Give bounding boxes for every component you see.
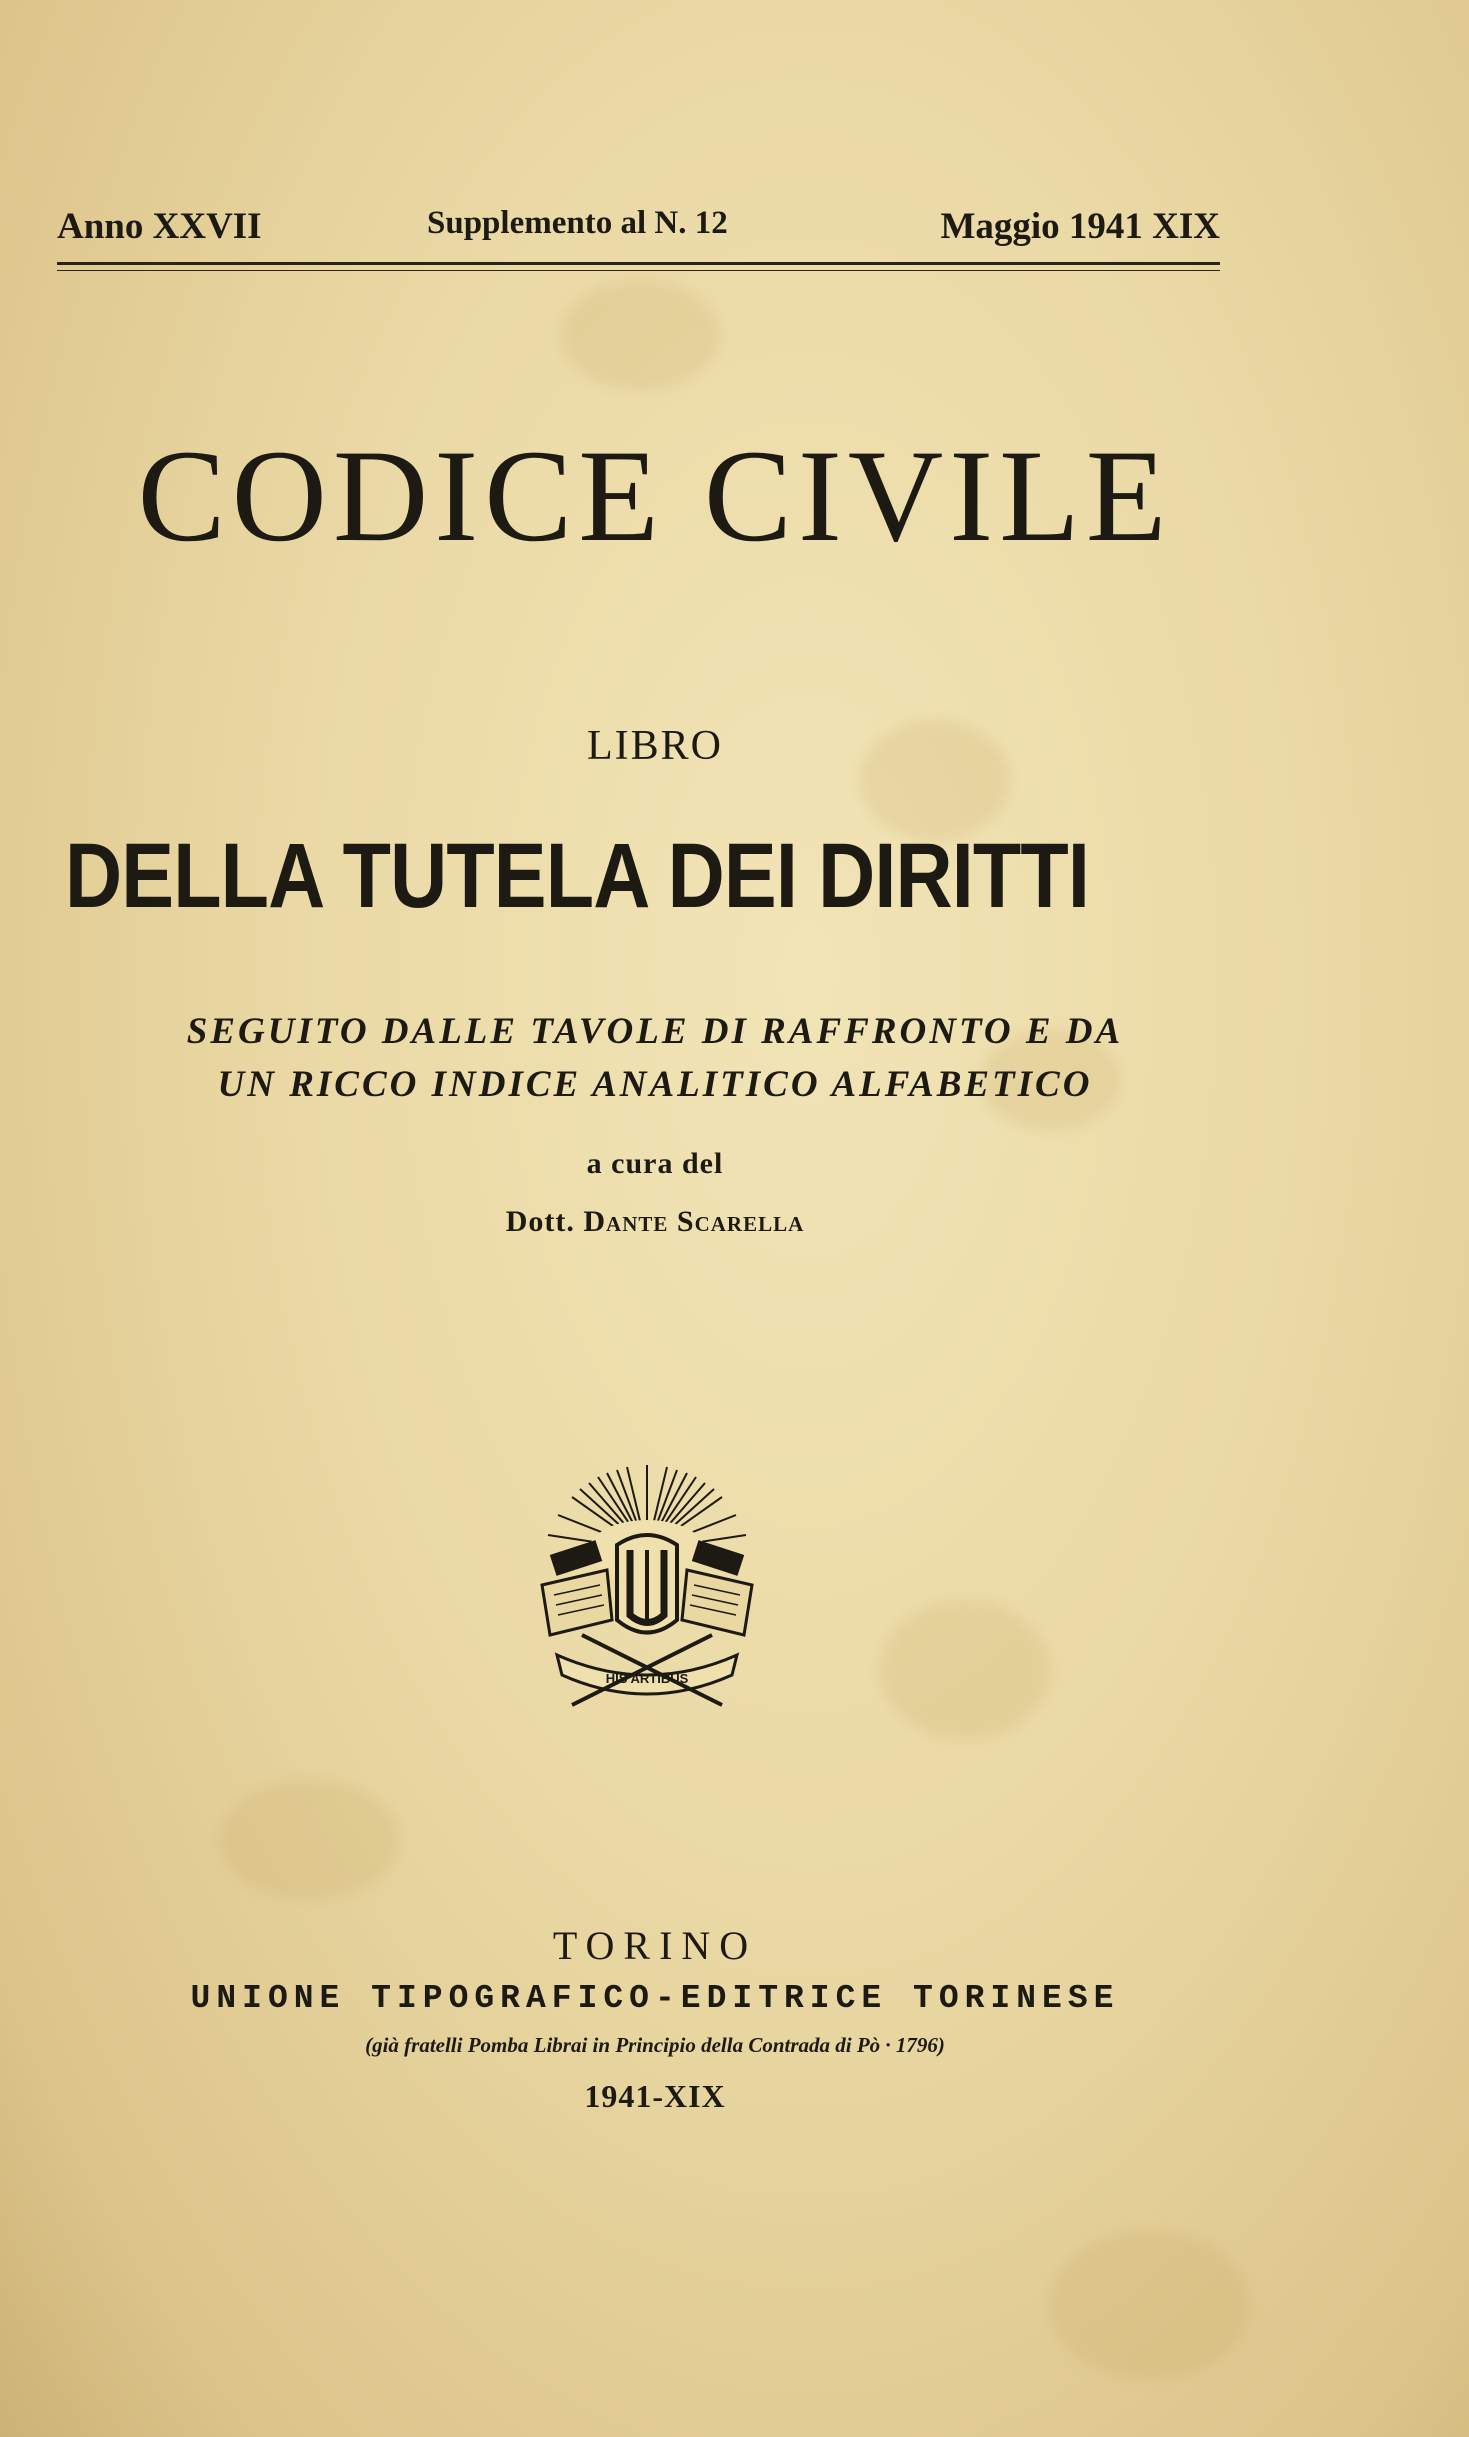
header-rule-thin: [57, 270, 1220, 271]
editor-prefix: Dott.: [505, 1205, 575, 1238]
paper-stain: [880, 1600, 1050, 1740]
paper-stain: [220, 1780, 400, 1900]
publication-year: 1941-XIX: [584, 2078, 726, 2114]
editor-name: [0, 1205, 1310, 1239]
book-label: LIBRO: [587, 723, 723, 769]
editor-intro: a cura del: [586, 1147, 724, 1180]
description-line-2: UN RICCO INDICE ANALITICO ALFABETICO: [217, 1064, 1093, 1105]
imprint-city: TORINO: [552, 1923, 758, 1968]
editor-fullname: Dante Scarella: [583, 1205, 805, 1238]
paper-stain: [1050, 2230, 1250, 2380]
supplement-number: Supplemento al N. 12: [427, 205, 728, 241]
main-title: CODICE CIVILE: [137, 422, 1173, 569]
volume-year: Anno XXVII: [57, 206, 262, 247]
header-rule: [57, 262, 1220, 265]
svg-text:HIS ARTIBUS: HIS ARTIBUS: [605, 1671, 689, 1686]
publisher-name: UNIONE TIPOGRAFICO-EDITRICE TORINESE: [190, 1980, 1120, 2017]
publisher-emblem-icon: [512, 1455, 782, 1725]
issue-date: Maggio 1941 XIX: [940, 206, 1220, 247]
publisher-history: (già fratelli Pomba Librai in Principio della Contrada di Pò · 1796): [365, 2033, 945, 2057]
issue-header: [57, 205, 1220, 255]
book-title: DELLA TUTELA DEI DIRITTI: [65, 825, 1089, 927]
paper-stain: [560, 280, 720, 390]
description-line-1: SEGUITO DALLE TAVOLE DI RAFFRONTO E DA: [186, 1011, 1124, 1052]
